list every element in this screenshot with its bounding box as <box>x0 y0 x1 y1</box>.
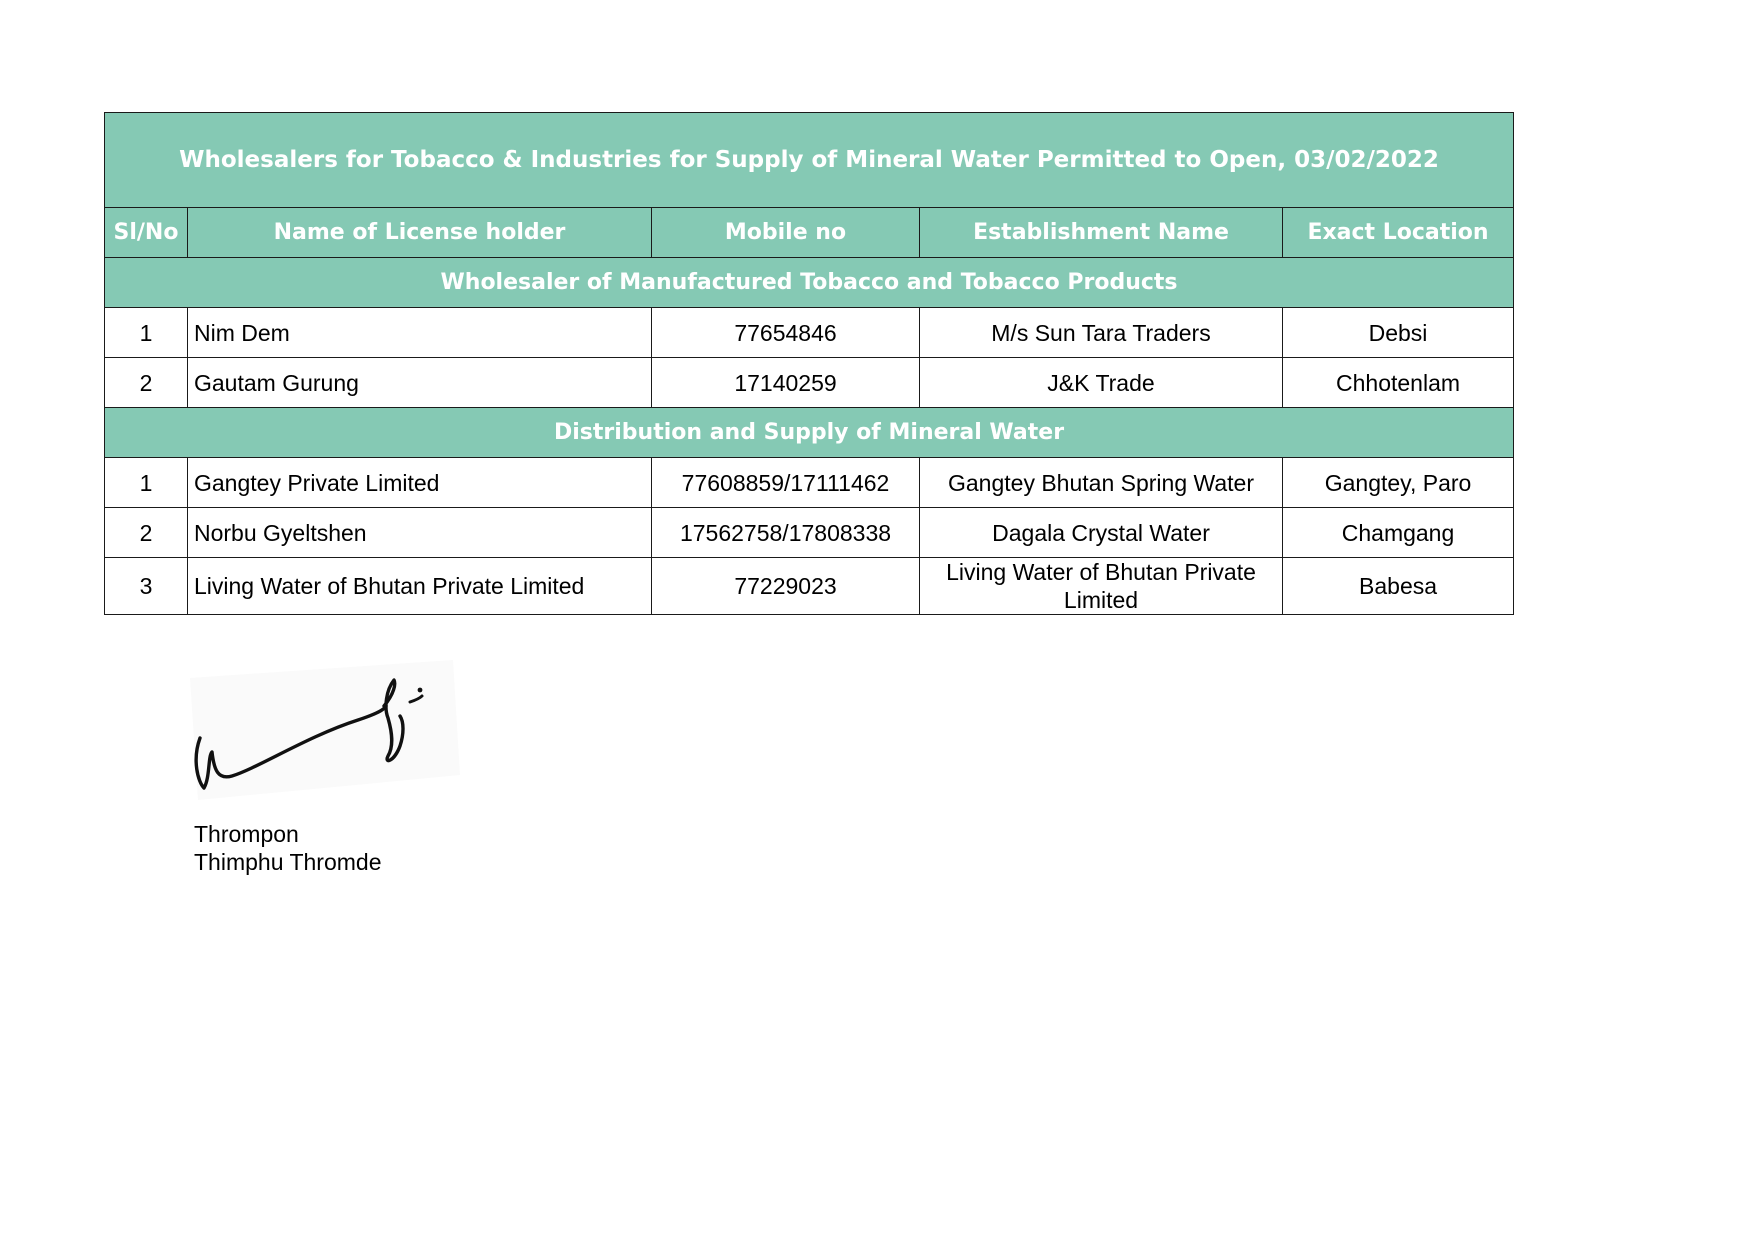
table-row <box>105 558 1514 615</box>
table-title: Wholesalers for Tobacco & Industries for Supply of Mineral Water Permitted to Open, 03/02/2022 <box>105 113 1514 208</box>
cell-location: Chhotenlam <box>1283 358 1514 408</box>
cell-license-holder: Nim Dem <box>188 308 652 358</box>
header-establishment: Establishment Name <box>920 208 1283 258</box>
cell-license-holder: Living Water of Bhutan Private Limited <box>188 558 652 615</box>
cell-establishment: J&K Trade <box>920 358 1283 408</box>
section-heading-tobacco: Wholesaler of Manufactured Tobacco and Tobacco Products <box>105 258 1514 308</box>
header-location: Exact Location <box>1283 208 1514 258</box>
cell-establishment: M/s Sun Tara Traders <box>920 308 1283 358</box>
cell-mobile: 17140259 <box>652 358 920 408</box>
cell-sl-no: 2 <box>105 358 188 408</box>
cell-license-holder: Norbu Gyeltshen <box>188 508 652 558</box>
cell-license-holder: Gangtey Private Limited <box>188 458 652 508</box>
header-sl-no: Sl/No <box>105 208 188 258</box>
header-mobile: Mobile no <box>652 208 920 258</box>
title-row <box>105 113 1514 208</box>
cell-mobile: 77654846 <box>652 308 920 358</box>
section-row <box>105 258 1514 308</box>
cell-establishment: Living Water of Bhutan Private Limited <box>920 558 1283 615</box>
cell-location: Chamgang <box>1283 508 1514 558</box>
cell-sl-no: 3 <box>105 558 188 615</box>
table-row <box>105 308 1514 358</box>
cell-sl-no: 1 <box>105 458 188 508</box>
table-row <box>105 508 1514 558</box>
signatory-title: Thrompon <box>194 821 299 847</box>
cell-establishment: Gangtey Bhutan Spring Water <box>920 458 1283 508</box>
table-row <box>105 358 1514 408</box>
cell-mobile: 17562758/17808338 <box>652 508 920 558</box>
section-heading-mineral-water: Distribution and Supply of Mineral Water <box>105 408 1514 458</box>
cell-location: Debsi <box>1283 308 1514 358</box>
signatory-office: Thimphu Thromde <box>194 849 382 875</box>
permit-table <box>104 112 1514 615</box>
cell-license-holder: Gautam Gurung <box>188 358 652 408</box>
cell-sl-no: 2 <box>105 508 188 558</box>
cell-mobile: 77229023 <box>652 558 920 615</box>
signature-icon <box>188 660 463 805</box>
header-row <box>105 208 1514 258</box>
cell-sl-no: 1 <box>105 308 188 358</box>
signatory-block <box>194 820 382 876</box>
section-row <box>105 408 1514 458</box>
cell-establishment: Dagala Crystal Water <box>920 508 1283 558</box>
header-license-holder: Name of License holder <box>188 208 652 258</box>
table-row <box>105 458 1514 508</box>
cell-mobile: 77608859/17111462 <box>652 458 920 508</box>
cell-location: Babesa <box>1283 558 1514 615</box>
cell-location: Gangtey, Paro <box>1283 458 1514 508</box>
